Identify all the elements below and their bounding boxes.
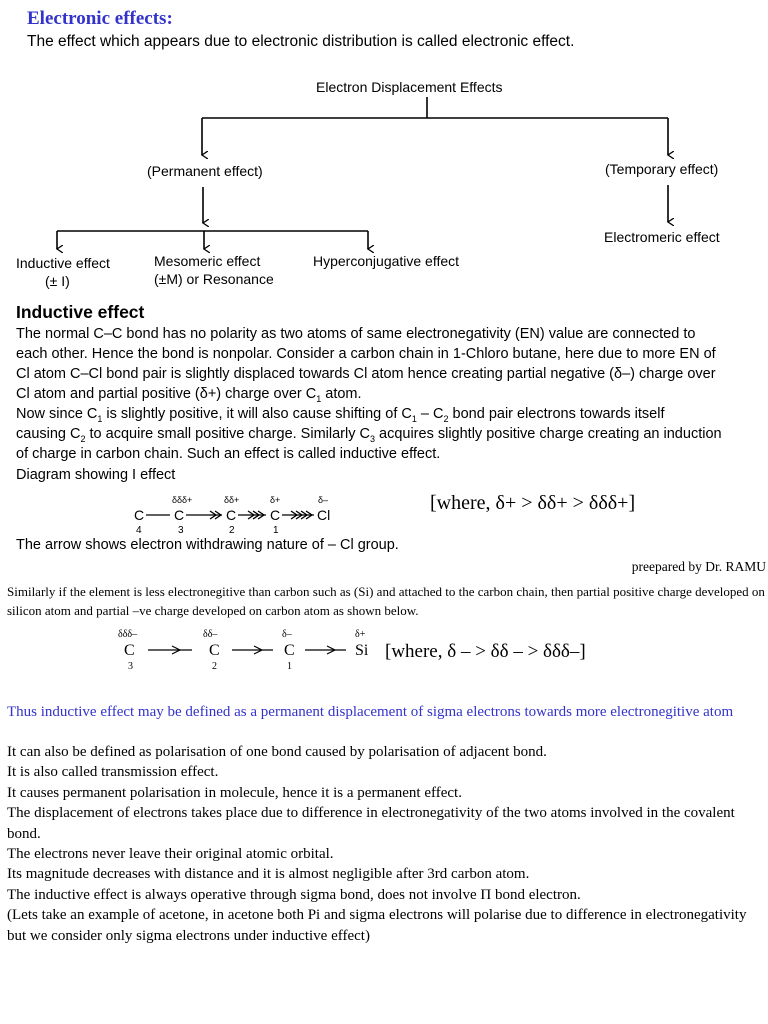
- chain-atom: Cl: [317, 507, 331, 523]
- paragraph-line: The normal C–C bond has no polarity as two atoms of same electronegativity (EN) value are connected to: [16, 326, 696, 342]
- paragraph-line: Cl atom C–Cl bond pair is slightly displaced towards Cl atom hence creating partial negative (δ–) charge over: [16, 366, 716, 382]
- partial-charge: δδδ–: [118, 629, 138, 640]
- list-item: The displacement of electrons takes place due to difference in electronegativity of the two atoms involved in the covalent bond.: [7, 805, 735, 842]
- diagram-caption: Diagram showing I effect: [16, 467, 176, 483]
- carbon-number: 3: [178, 525, 184, 534]
- silicon-paragraph: Similarly if the element is less electronegitive than carbon such as (Si) and attached to the carbon chain, then partial positive charge developed on silicon atom and partial –ve charge developed on carbon atom as shown below.: [7, 584, 765, 618]
- paragraph-line: Now since $C_1$ is slightly positive, it will also cause shifting of $C_1 - C_2$ bond pair electrons towards itself: [16, 406, 665, 424]
- partial-charge: δ–: [318, 495, 329, 505]
- chain-atom: C: [226, 507, 237, 523]
- list-item: It causes permanent polarisation in molecule, hence it is a permanent effect.: [7, 784, 462, 801]
- hyperconjugative-effect-label: Hyperconjugative effect: [313, 253, 460, 269]
- partial-charge: δ+: [355, 629, 366, 640]
- inductive-effect-sign: (± I): [45, 273, 70, 289]
- arrow-explanation: The arrow shows electron withdrawing nature of – Cl group.: [16, 537, 399, 553]
- partial-charge: δ+: [270, 495, 281, 505]
- charge-order-note: [where, δ – > δδ – > δδδ–]: [385, 641, 586, 662]
- electromeric-effect-label: Electromeric effect: [604, 229, 720, 245]
- classification-tree-diagram: [0, 75, 768, 300]
- paragraph-line: of charge in carbon chain. Such an effect is called inductive effect.: [16, 446, 441, 462]
- list-item: Its magnitude decreases with distance and it is almost negligible after 3rd carbon atom.: [7, 866, 530, 883]
- inductive-effect-label: Inductive effect: [16, 255, 110, 271]
- carbon-number: 2: [229, 525, 235, 534]
- list-item: It can also be defined as polarisation of one bond caused by polarisation of adjacent bond.: [7, 744, 547, 760]
- partial-charge: δδ+: [224, 495, 240, 505]
- silicon-chain-diagram: [110, 625, 650, 675]
- list-item: The electrons never leave their original atomic orbital.: [7, 846, 334, 863]
- permanent-effect-label: (Permanent effect): [147, 163, 263, 179]
- carbon-number: 1: [273, 525, 279, 534]
- charge-order-note: [where, δ+ > δδ+ > δδδ+]: [430, 492, 636, 514]
- chain-atom: C: [124, 642, 135, 659]
- mesomeric-effect-sublabel: (±M) or Resonance: [154, 271, 274, 287]
- section-heading: Inductive effect: [16, 302, 145, 322]
- chain-atom: C: [174, 507, 185, 523]
- mesomeric-effect-label: Mesomeric effect: [154, 253, 261, 269]
- paragraph-line: causing $C_2$ to acquire small positive charge. Similarly $C_3$ acquires slightly positive charge creating an induction: [16, 426, 722, 444]
- list-item: (Lets take an example of acetone, in acetone both Pi and sigma electrons will polarise due to difference in electronegativity but we consider only sigma electrons under inductive effect): [7, 907, 747, 944]
- chain-atom: Si: [355, 642, 369, 659]
- carbon-number: 1: [287, 661, 292, 672]
- inductive-definition: Thus inductive effect may be defined as a permanent displacement of sigma electrons towards more electronegitive atom: [7, 704, 734, 720]
- list-item: The inductive effect is always operative through sigma bond, does not involve Π bond electron.: [7, 886, 581, 903]
- chain-atom: C: [209, 642, 220, 659]
- paragraph-line: each other. Hence the bond is nonpolar. Consider a carbon chain in 1-Chloro butane, here due to more EN of: [16, 346, 716, 362]
- chain-atom: C: [284, 642, 295, 659]
- chloro-chain-diagram: [128, 492, 358, 534]
- inductive-points-list: [7, 742, 762, 946]
- partial-charge: δδ–: [203, 629, 218, 640]
- partial-charge: δδδ+: [172, 495, 193, 505]
- chain-atom: C: [134, 507, 145, 523]
- carbon-number: 2: [212, 661, 217, 672]
- tree-root-label: Electron Displacement Effects: [316, 79, 503, 95]
- partial-charge: δ–: [282, 629, 292, 640]
- page-title: Electronic effects:: [27, 8, 173, 29]
- carbon-number: 4: [136, 525, 142, 534]
- paragraph-line: Cl atom and partial positive (δ+) charge over $C_1$ atom.: [16, 386, 362, 404]
- chain-atom: C: [270, 507, 281, 523]
- list-item: It is also called transmission effect.: [7, 764, 219, 781]
- temporary-effect-label: (Temporary effect): [605, 161, 719, 177]
- carbon-number: 3: [128, 661, 133, 672]
- intro-sentence: The effect which appears due to electronic distribution is called electronic effect.: [27, 33, 575, 50]
- author-credit: preepared by Dr. RAMU: [631, 559, 766, 574]
